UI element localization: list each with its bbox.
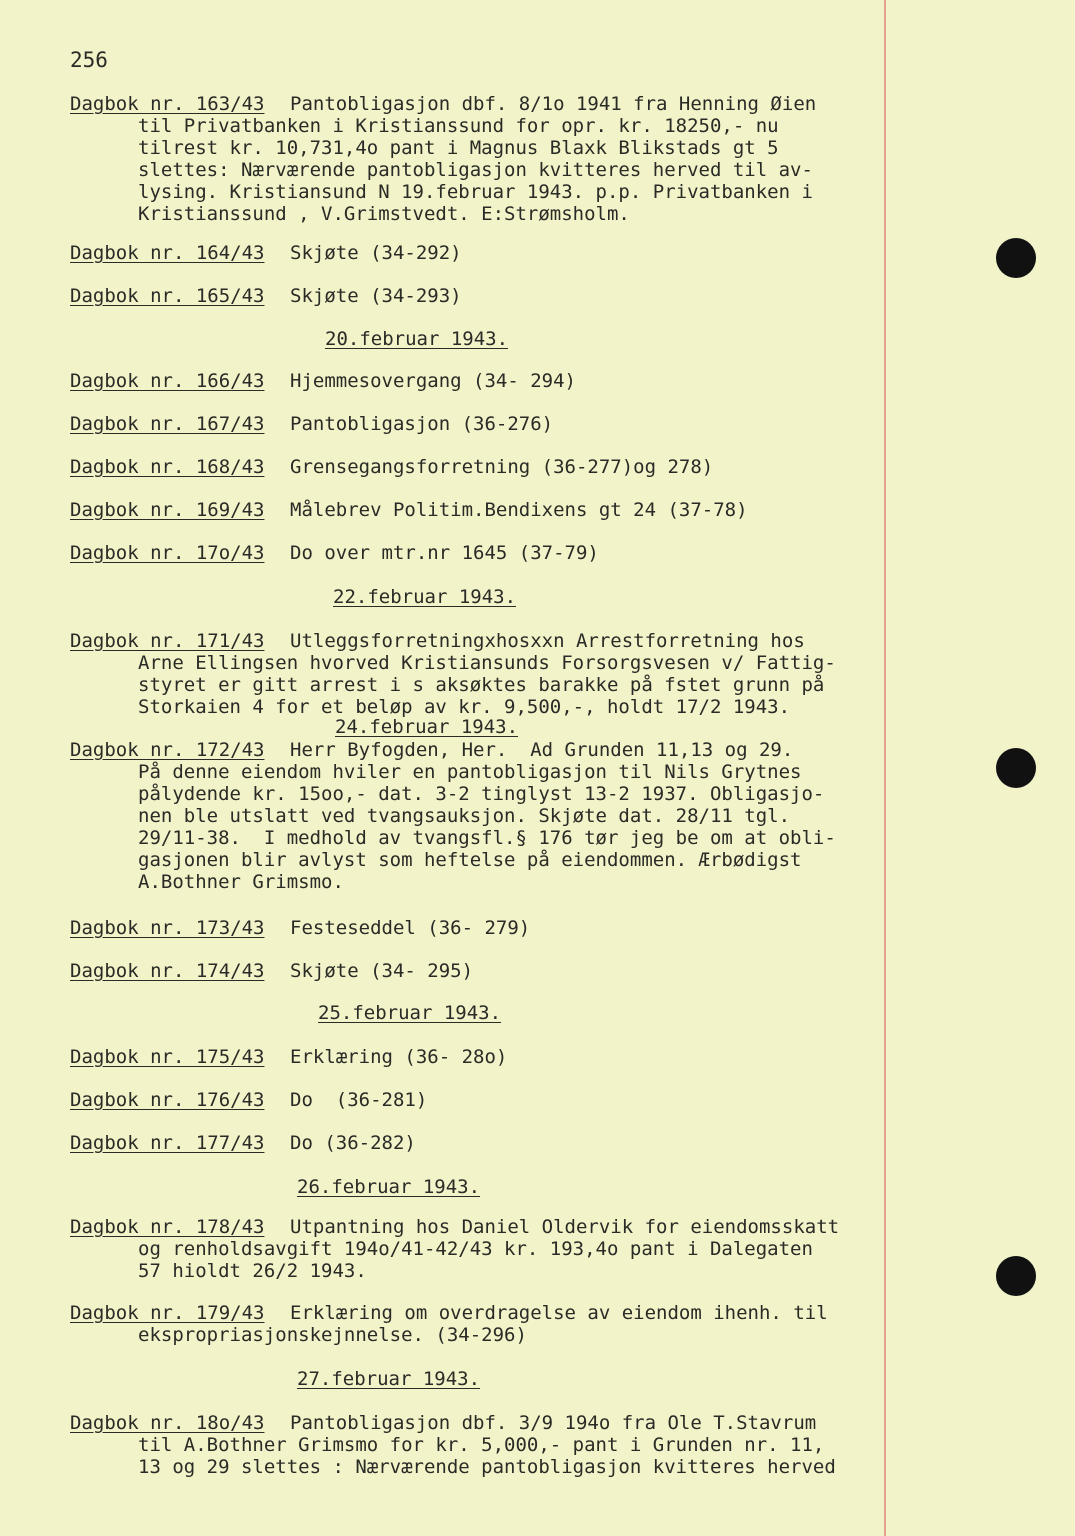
entry-line: gasjonen blir avlyst som heftelse på eiendommen. Ærbødigst [138,849,802,871]
journal-entry [70,960,920,982]
entry-text: Erklæring om overdragelse av eiendom ihenh. til [290,1302,828,1324]
entry-ref: Dagbok nr. 169/43 [70,499,265,521]
date-heading: 25.februar 1943. [318,1002,502,1024]
journal-entry [70,285,920,307]
journal-entry [70,1046,920,1068]
entry-ref: Dagbok nr. 166/43 [70,370,265,392]
journal-entry [70,1216,920,1282]
entry-text: Grensegangsforretning (36-277)og 278) [290,456,714,478]
entry-line: nen ble utslatt ved tvangsauksjon. Skjøte dat. 28/11 tgl. [138,805,791,827]
entry-ref: Dagbok nr. 176/43 [70,1089,265,1111]
entry-line: Arne Ellingsen hvorved Kristiansunds Forsorgsvesen v/ Fattig- [138,652,836,674]
journal-entry [70,1302,920,1346]
entry-text: Utpantning hos Daniel Oldervik for eiendomsskatt [290,1216,840,1238]
journal-entry [70,1132,920,1154]
entry-text: Pantobligasjon dbf. 8/1o 1941 fra Henning Øien [290,93,817,115]
entry-ref: Dagbok nr. 167/43 [70,413,265,435]
entry-ref: Dagbok nr. 164/43 [70,242,265,264]
entry-text: Skjøte (34-293) [290,285,462,307]
entry-text: Erklæring (36- 28o) [290,1046,508,1068]
journal-entry [70,370,920,392]
entry-line: til A.Bothner Grimsmo for kr. 5,000,- pant i Grunden nr. 11, [138,1434,825,1456]
journal-entry [70,1089,920,1111]
entry-ref: Dagbok nr. 168/43 [70,456,265,478]
entry-line: 29/11-38. I medhold av tvangsfl.§ 176 tør jeg be om at obli- [138,827,836,849]
entry-ref: Dagbok nr. 174/43 [70,960,265,982]
entry-ref: Dagbok nr. 177/43 [70,1132,265,1154]
entry-text: Herr Byfogden, Her. Ad Grunden 11,13 og 29. [290,739,794,761]
entry-text: Pantobligasjon dbf. 3/9 194o fra Ole T.Stavrum [290,1412,817,1434]
entry-line: til Privatbanken i Kristianssund for opr. kr. 18250,- nu [138,115,779,137]
date-heading: 27.februar 1943. [297,1368,481,1390]
journal-entry [70,917,920,939]
entry-text: Utleggsforretningxhosxxn Arrestforretning hos [290,630,805,652]
entry-ref: Dagbok nr. 178/43 [70,1216,265,1238]
journal-entry [70,242,920,264]
entry-ref: Dagbok nr. 175/43 [70,1046,265,1068]
entry-ref: Dagbok nr. 179/43 [70,1302,265,1324]
entry-ref: Dagbok nr. 17o/43 [70,542,265,564]
journal-entry [70,93,920,225]
entry-text: Do (36-282) [290,1132,416,1154]
journal-entry [70,1412,920,1478]
date-heading: 24.februar 1943. [335,716,519,738]
entry-line: Storkaien 4 for et beløp av kr. 9,500,-, holdt 17/2 1943. [138,696,791,718]
page-number: 256 [70,48,108,72]
date-heading: 22.februar 1943. [333,586,517,608]
entry-text: Målebrev Politim.Bendixens gt 24 (37-78) [290,499,748,521]
entry-ref: Dagbok nr. 172/43 [70,739,265,761]
entry-ref: Dagbok nr. 173/43 [70,917,265,939]
entry-text: Pantobligasjon (36-276) [290,413,554,435]
entry-line: På denne eiendom hviler en pantobligasjon til Nils Grytnes [138,761,802,783]
journal-entry [70,456,920,478]
binder-hole [996,1256,1036,1296]
entry-line: og renholdsavgift 194o/41-42/43 kr. 193,4o pant i Dalegaten [138,1238,813,1260]
entry-line: tilrest kr. 10,731,4o pant i Magnus Blaxk Blikstads gt 5 [138,137,779,159]
entry-line: lysing. Kristiansund N 19.februar 1943. p.p. Privatbanken i [138,181,813,203]
journal-entry [70,499,920,521]
entry-text: Festeseddel (36- 279) [290,917,531,939]
entry-ref: Dagbok nr. 165/43 [70,285,265,307]
entry-line: ekspropriasjonskejnnelse. (34-296) [138,1324,527,1346]
entry-line: slettes: Nærværende pantobligasjon kvitteres herved til av- [138,159,813,181]
entry-text: Skjøte (34- 295) [290,960,474,982]
entry-line: pålydende kr. 15oo,- dat. 3-2 tinglyst 13-2 1937. Obligasjo- [138,783,825,805]
date-heading: 20.februar 1943. [325,328,509,350]
journal-entry [70,630,920,718]
entry-line: A.Bothner Grimsmo. [138,871,344,893]
entry-ref: Dagbok nr. 163/43 [70,93,265,115]
date-heading: 26.februar 1943. [297,1176,481,1198]
binder-hole [996,238,1036,278]
binder-hole [996,748,1036,788]
entry-line: 57 hioldt 26/2 1943. [138,1260,367,1282]
entry-text: Do over mtr.nr 1645 (37-79) [290,542,599,564]
journal-entry [70,739,920,893]
entry-ref: Dagbok nr. 18o/43 [70,1412,265,1434]
entry-text: Do (36-281) [290,1089,428,1111]
entry-text: Hjemmesovergang (34- 294) [290,370,576,392]
entry-ref: Dagbok nr. 171/43 [70,630,265,652]
journal-entry [70,542,920,564]
entry-text: Skjøte (34-292) [290,242,462,264]
entry-line: 13 og 29 slettes : Nærværende pantobligasjon kvitteres herved [138,1456,836,1478]
entry-line: Kristianssund , V.Grimstvedt. E:Strømsholm. [138,203,630,225]
journal-entry [70,413,920,435]
entry-line: styret er gitt arrest i s aksøktes barakke på fstet grunn på [138,674,825,696]
